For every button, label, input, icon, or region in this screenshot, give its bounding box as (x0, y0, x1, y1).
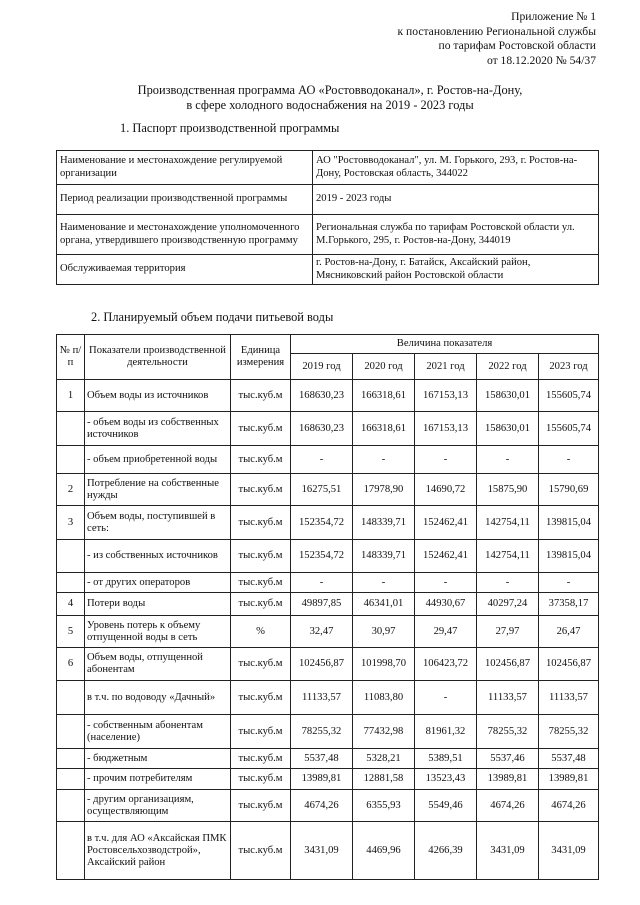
row-number: 3 (57, 506, 85, 540)
row-value: 81961,32 (415, 715, 477, 749)
document-title (40, 83, 620, 113)
row-value: 5537,48 (539, 749, 599, 769)
row-number: 1 (57, 380, 85, 412)
header-year: 2022 год (477, 354, 539, 380)
header-indicator: Показатели производственной деятельности (85, 335, 231, 380)
row-number: 2 (57, 474, 85, 506)
row-value: 5328,21 (353, 749, 415, 769)
row-value: 11133,57 (539, 681, 599, 715)
row-indicator: Потребление на собственные нужды (85, 474, 231, 506)
row-value: - (353, 573, 415, 593)
row-value: 49897,85 (291, 593, 353, 616)
row-value: 30,97 (353, 616, 415, 648)
passport-value: 2019 - 2023 годы (313, 185, 599, 215)
row-indicator: в т.ч. по водоводу «Дачный» (85, 681, 231, 715)
row-number (57, 681, 85, 715)
row-value: 12881,58 (353, 769, 415, 790)
header-year: 2019 год (291, 354, 353, 380)
appendix-block (398, 10, 597, 68)
row-value: - (477, 446, 539, 474)
row-value: 13989,81 (539, 769, 599, 790)
row-value: 106423,72 (415, 648, 477, 681)
row-value: - (415, 446, 477, 474)
row-value: 3431,09 (477, 822, 539, 880)
row-unit: тыс.куб.м (231, 593, 291, 616)
row-unit: тыс.куб.м (231, 769, 291, 790)
row-value: 148339,71 (353, 506, 415, 540)
row-value: 4674,26 (477, 790, 539, 822)
header-year: 2021 год (415, 354, 477, 380)
row-value: 148339,71 (353, 540, 415, 573)
volume-table (56, 334, 599, 880)
passport-label: Период реализации производственной программы (57, 185, 313, 215)
row-number (57, 446, 85, 474)
row-unit: тыс.куб.м (231, 380, 291, 412)
row-indicator: Объем воды, поступившей в сеть: (85, 506, 231, 540)
row-value: 13989,81 (477, 769, 539, 790)
row-indicator: Уровень потерь к объему отпущенной воды в сеть (85, 616, 231, 648)
row-indicator: - прочим потребителям (85, 769, 231, 790)
row-value: 78255,32 (539, 715, 599, 749)
row-value: 167153,13 (415, 380, 477, 412)
row-value: 4674,26 (539, 790, 599, 822)
row-indicator: Объем воды из источников (85, 380, 231, 412)
row-value: 166318,61 (353, 380, 415, 412)
row-unit: тыс.куб.м (231, 506, 291, 540)
row-value: 11133,57 (291, 681, 353, 715)
row-indicator: - из собственных источников (85, 540, 231, 573)
row-value: 14690,72 (415, 474, 477, 506)
section-2-heading: 2. Планируемый объем подачи питьевой воды (91, 310, 334, 324)
passport-row (57, 151, 599, 185)
row-number (57, 715, 85, 749)
passport-label: Обслуживаемая территория (57, 255, 313, 285)
row-value: 3431,09 (291, 822, 353, 880)
row-value: 155605,74 (539, 380, 599, 412)
table-row (57, 822, 599, 880)
row-value: 32,47 (291, 616, 353, 648)
title-line: Производственная программа АО «Ростовводоканал», г. Ростов-на-Дону, (137, 83, 523, 97)
row-value: - (477, 573, 539, 593)
section-1-heading: 1. Паспорт производственной программы (120, 121, 340, 135)
row-value: - (539, 446, 599, 474)
row-unit: тыс.куб.м (231, 540, 291, 573)
header-value-group: Величина показателя (291, 335, 599, 354)
table-row (57, 412, 599, 446)
row-indicator: Объем воды, отпущенной абонентам (85, 648, 231, 681)
row-value: 4266,39 (415, 822, 477, 880)
row-value: - (415, 573, 477, 593)
row-number: 5 (57, 616, 85, 648)
row-value: 139815,04 (539, 540, 599, 573)
row-value: 13523,43 (415, 769, 477, 790)
header-year: 2023 год (539, 354, 599, 380)
table-row (57, 681, 599, 715)
row-unit: тыс.куб.м (231, 446, 291, 474)
row-value: 15790,69 (539, 474, 599, 506)
row-value: 78255,32 (291, 715, 353, 749)
passport-value: АО "Ростовводоканал", ул. М. Горького, 293, г. Ростов-на-Дону, Ростовская область, 344022 (313, 151, 599, 185)
row-value: 11083,80 (353, 681, 415, 715)
header-num: № п/п (57, 335, 85, 380)
table-row (57, 648, 599, 681)
table-row (57, 540, 599, 573)
table-row (57, 380, 599, 412)
row-value: 27,97 (477, 616, 539, 648)
row-value: 139815,04 (539, 506, 599, 540)
row-value: 11133,57 (477, 681, 539, 715)
row-value: 37358,17 (539, 593, 599, 616)
row-indicator: - объем приобретенной воды (85, 446, 231, 474)
row-indicator: в т.ч. для АО «Аксайская ПМК Ростовсельхозводстрой», Аксайский район (85, 822, 231, 880)
row-value: 26,47 (539, 616, 599, 648)
table-row (57, 769, 599, 790)
row-value: 102456,87 (539, 648, 599, 681)
row-number (57, 540, 85, 573)
row-value: - (291, 573, 353, 593)
table-row (57, 616, 599, 648)
row-value: 13989,81 (291, 769, 353, 790)
row-unit: тыс.куб.м (231, 412, 291, 446)
row-number (57, 749, 85, 769)
row-unit: тыс.куб.м (231, 648, 291, 681)
row-number (57, 790, 85, 822)
row-value: 167153,13 (415, 412, 477, 446)
row-value: 102456,87 (291, 648, 353, 681)
row-value: 158630,01 (477, 412, 539, 446)
row-value: 40297,24 (477, 593, 539, 616)
row-number (57, 822, 85, 880)
row-value: 152462,41 (415, 540, 477, 573)
title-line: в сфере холодного водоснабжения на 2019 - 2023 годы (186, 98, 474, 112)
appendix-line: к постановлению Региональной службы (397, 24, 596, 38)
row-number (57, 412, 85, 446)
row-value: 5549,46 (415, 790, 477, 822)
table-row (57, 749, 599, 769)
row-value: 16275,51 (291, 474, 353, 506)
appendix-line: по тарифам Ростовской области (438, 39, 596, 53)
row-unit: тыс.куб.м (231, 749, 291, 769)
row-value: 101998,70 (353, 648, 415, 681)
passport-label: Наименование и местонахождение уполномоченного органа, утвердившего производственную программу (57, 215, 313, 255)
row-indicator: Потери воды (85, 593, 231, 616)
row-value: 3431,09 (539, 822, 599, 880)
row-indicator: - собственным абонентам (население) (85, 715, 231, 749)
row-value: 168630,23 (291, 380, 353, 412)
passport-row (57, 215, 599, 255)
passport-value: Региональная служба по тарифам Ростовской области ул. М.Горького, 295, г. Ростов-на-Дону, 344019 (313, 215, 599, 255)
row-value: 77432,98 (353, 715, 415, 749)
row-unit: тыс.куб.м (231, 573, 291, 593)
appendix-line: от 18.12.2020 № 54/37 (486, 53, 596, 67)
row-value: 166318,61 (353, 412, 415, 446)
row-value: 168630,23 (291, 412, 353, 446)
row-value: 78255,32 (477, 715, 539, 749)
row-indicator: - от других операторов (85, 573, 231, 593)
row-unit: % (231, 616, 291, 648)
table-row (57, 790, 599, 822)
row-value: 152354,72 (291, 540, 353, 573)
table-row (57, 593, 599, 616)
row-number (57, 769, 85, 790)
row-indicator: - другим организациям, осуществляющим (85, 790, 231, 822)
row-value: 4674,26 (291, 790, 353, 822)
row-value: 158630,01 (477, 380, 539, 412)
row-number: 4 (57, 593, 85, 616)
row-value: 152462,41 (415, 506, 477, 540)
row-value: 5389,51 (415, 749, 477, 769)
row-value: - (353, 446, 415, 474)
row-number: 6 (57, 648, 85, 681)
row-value: 152354,72 (291, 506, 353, 540)
table-row (57, 506, 599, 540)
row-unit: тыс.куб.м (231, 822, 291, 880)
table-row (57, 474, 599, 506)
row-unit: тыс.куб.м (231, 681, 291, 715)
row-value: 46341,01 (353, 593, 415, 616)
row-value: - (539, 573, 599, 593)
row-value: - (291, 446, 353, 474)
row-value: 142754,11 (477, 540, 539, 573)
passport-label: Наименование и местонахождение регулируемой организации (57, 151, 313, 185)
row-value: 44930,67 (415, 593, 477, 616)
row-value: 5537,48 (291, 749, 353, 769)
row-value: 15875,90 (477, 474, 539, 506)
row-value: 102456,87 (477, 648, 539, 681)
passport-table (56, 150, 599, 285)
row-value: 17978,90 (353, 474, 415, 506)
row-indicator: - объем воды из собственных источников (85, 412, 231, 446)
header-year: 2020 год (353, 354, 415, 380)
row-value: 155605,74 (539, 412, 599, 446)
header-unit: Единица измерения (231, 335, 291, 380)
row-number (57, 573, 85, 593)
row-unit: тыс.куб.м (231, 474, 291, 506)
row-value: 142754,11 (477, 506, 539, 540)
passport-row (57, 255, 599, 285)
passport-row (57, 185, 599, 215)
row-unit: тыс.куб.м (231, 715, 291, 749)
row-value: - (415, 681, 477, 715)
row-value: 29,47 (415, 616, 477, 648)
passport-value: г. Ростов-на-Дону, г. Батайск, Аксайский район, Мясниковский район Ростовской области (313, 255, 599, 285)
row-indicator: - бюджетным (85, 749, 231, 769)
row-value: 4469,96 (353, 822, 415, 880)
table-row (57, 715, 599, 749)
appendix-line: Приложение № 1 (511, 10, 596, 23)
table-row (57, 446, 599, 474)
row-value: 6355,93 (353, 790, 415, 822)
table-row (57, 573, 599, 593)
row-value: 5537,46 (477, 749, 539, 769)
row-unit: тыс.куб.м (231, 790, 291, 822)
